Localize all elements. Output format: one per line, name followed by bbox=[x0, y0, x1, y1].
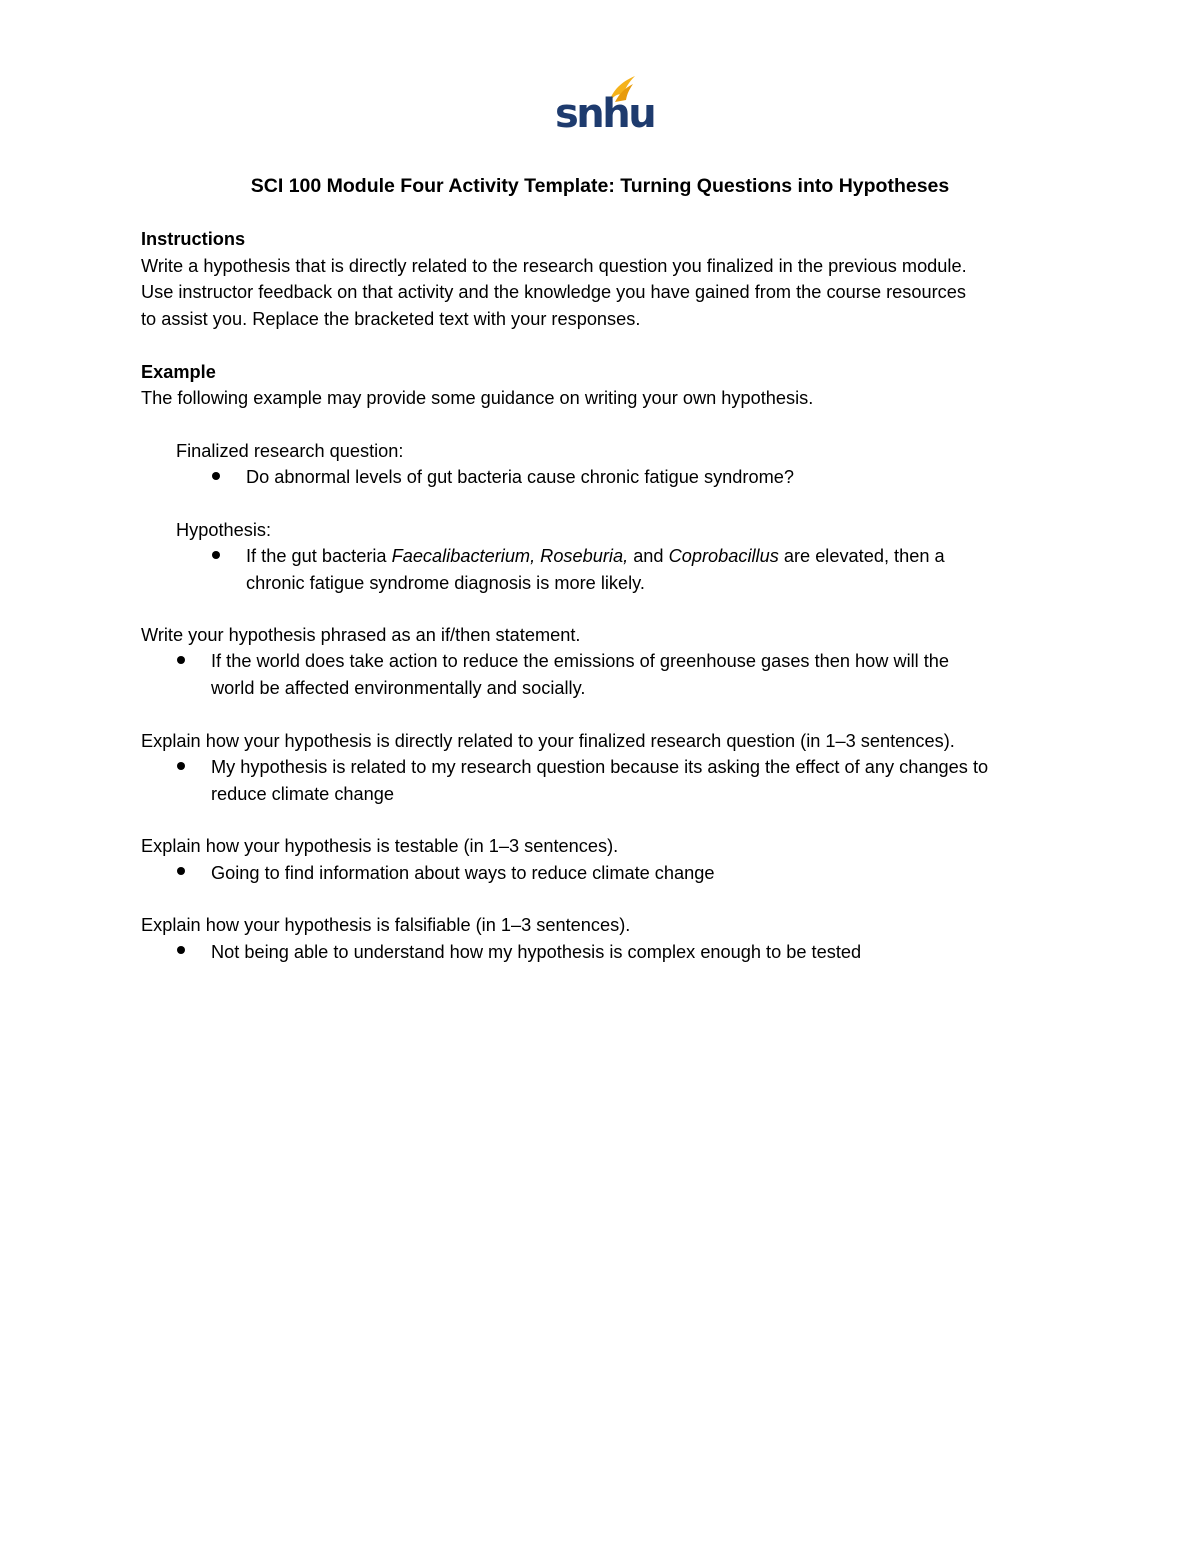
instructions-line: Write a hypothesis that is directly related to the research question you finalized in the previous module. bbox=[141, 256, 967, 276]
section-prompt: Explain how your hypothesis is directly related to your finalized research question (in 1–3 sentences). bbox=[141, 731, 955, 751]
page-title: SCI 100 Module Four Activity Template: Turning Questions into Hypotheses bbox=[250, 175, 950, 197]
section-answer[interactable]: reduce climate change bbox=[211, 784, 394, 804]
bullet-icon bbox=[212, 472, 220, 480]
instructions-line: to assist you. Replace the bracketed text with your responses. bbox=[141, 309, 641, 329]
section-answer[interactable]: Not being able to understand how my hypothesis is complex enough to be tested bbox=[211, 942, 862, 962]
section-prompt: Explain how your hypothesis is testable (in 1–3 sentences). bbox=[141, 836, 619, 856]
bullet-icon bbox=[212, 551, 220, 559]
bullet-icon bbox=[177, 867, 185, 875]
example-hypothesis-label: Hypothesis: bbox=[176, 520, 272, 540]
section-answer[interactable]: My hypothesis is related to my research question because its asking the effect of any changes to bbox=[211, 757, 989, 777]
section-answer[interactable]: Going to find information about ways to reduce climate change bbox=[211, 863, 715, 883]
section-prompt: Write your hypothesis phrased as an if/then statement. bbox=[141, 625, 581, 645]
snhu-logo bbox=[555, 72, 655, 137]
bullet-icon bbox=[177, 946, 185, 954]
logo-wordmark: snhu bbox=[555, 91, 655, 137]
example-hypothesis-bullet-line2: chronic fatigue syndrome diagnosis is more likely. bbox=[246, 573, 645, 593]
instructions-heading: Instructions bbox=[141, 229, 246, 249]
example-hypothesis-bullet: If the gut bacteria Faecalibacterium, Roseburia, and Coprobacillus are elevated, then a bbox=[246, 546, 945, 566]
example-question-bullet: Do abnormal levels of gut bacteria cause chronic fatigue syndrome? bbox=[246, 467, 794, 487]
example-heading: Example bbox=[141, 362, 216, 382]
example-question-label: Finalized research question: bbox=[176, 441, 404, 461]
section-answer[interactable]: If the world does take action to reduce the emissions of greenhouse gases then how will the bbox=[211, 651, 950, 671]
example-intro: The following example may provide some guidance on writing your own hypothesis. bbox=[141, 388, 814, 408]
bullet-icon bbox=[177, 762, 185, 770]
section-prompt: Explain how your hypothesis is falsifiable (in 1–3 sentences). bbox=[141, 915, 631, 935]
bullet-icon bbox=[177, 656, 185, 664]
section-answer[interactable]: world be affected environmentally and socially. bbox=[211, 678, 586, 698]
instructions-line: Use instructor feedback on that activity and the knowledge you have gained from the course resources bbox=[141, 282, 966, 302]
